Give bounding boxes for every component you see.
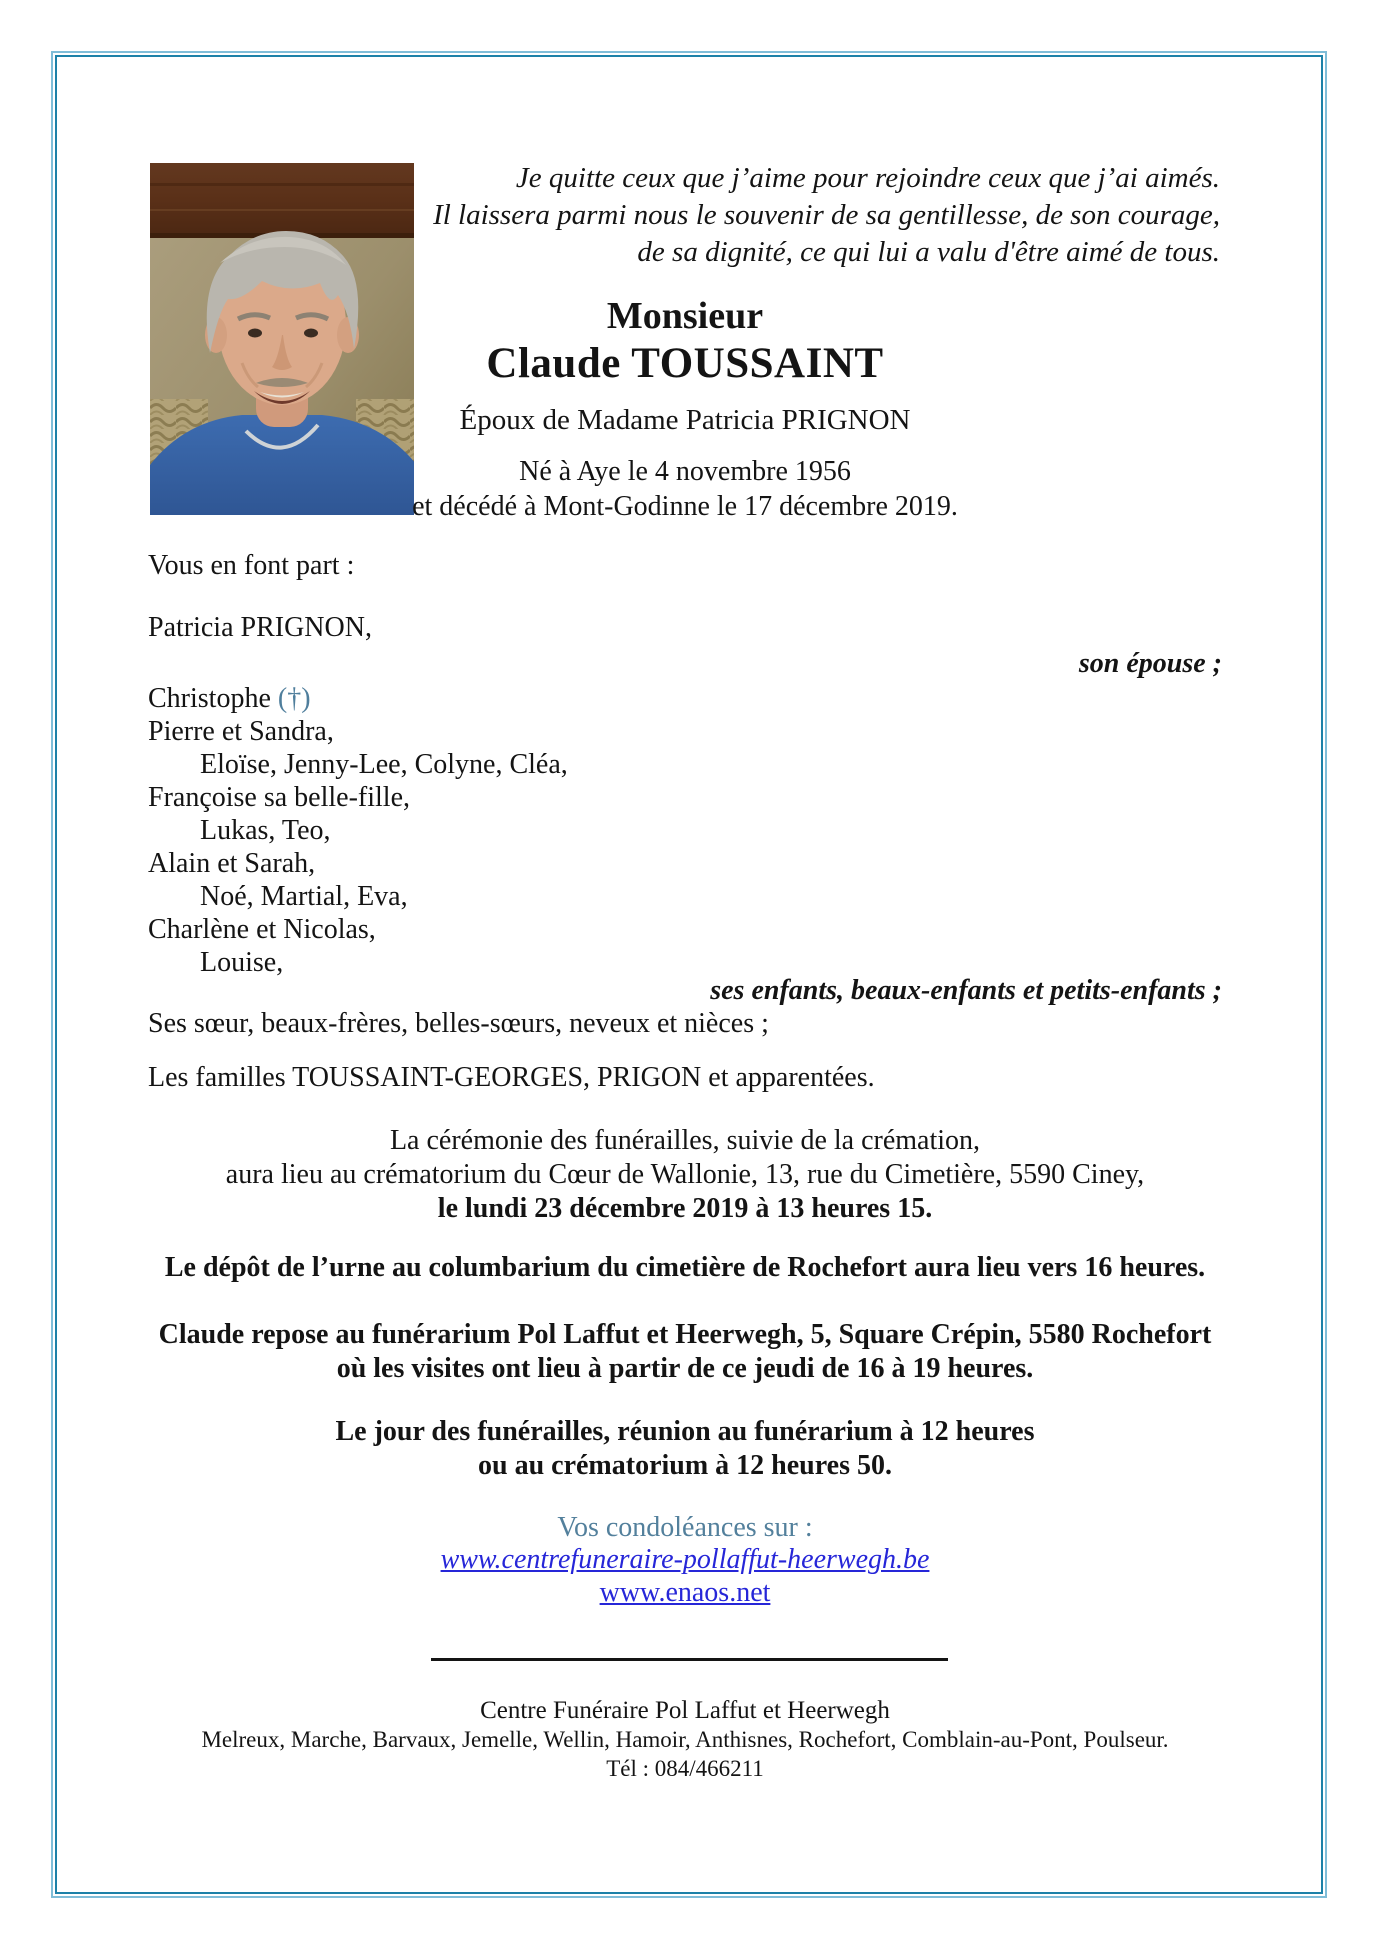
ceremony-line-2: aura lieu au crématorium du Cœur de Wallonie, 13, rue du Cimetière, 5590 Ciney,	[225, 1159, 1145, 1190]
funeral-day-line-2: ou au crématorium à 12 heures 50.	[478, 1450, 892, 1481]
condolences-label: Vos condoléances sur :	[557, 1512, 813, 1543]
funeral-day-block	[148, 1415, 1222, 1483]
spouse-role: son épouse ;	[1078, 648, 1222, 679]
memorial-quote	[300, 160, 1220, 271]
death-line: et décédé à Mont-Godinne le 17 décembre 2019.	[412, 491, 958, 522]
family-member-names: Lukas, Teo,	[200, 815, 331, 846]
spouse-name: Patricia PRIGNON,	[148, 612, 372, 643]
funeral-home-website-link[interactable]: www.centrefuneraire-pollaffut-heerwegh.be	[440, 1544, 930, 1575]
repose-line-1: Claude repose au funérarium Pol Laffut et Heerwegh, 5, Square Crépin, 5580 Rochefort	[158, 1319, 1212, 1350]
quote-line-3: de sa dignité, ce qui lui a valu d'être aimé de tous.	[637, 236, 1220, 268]
spouse-subtitle: Époux de Madame Patricia PRIGNON	[459, 404, 911, 436]
family-list	[148, 682, 1048, 979]
quote-line-1: Je quitte ceux que j’aime pour rejoindre ceux que j’ai aimés.	[515, 162, 1220, 194]
family-member-names: Eloïse, Jenny-Lee, Colyne, Cléa,	[200, 749, 568, 780]
birth-line: Né à Aye le 4 novembre 1956	[519, 456, 851, 487]
family-member-names: Pierre et Sandra,	[148, 716, 334, 747]
condolences-link1-row	[148, 1544, 1222, 1576]
family-member-names: Christophe	[148, 683, 278, 714]
family-list-item	[148, 847, 1048, 880]
family-member-names: Noé, Martial, Eva,	[200, 881, 408, 912]
ceremony-line-1: La cérémonie des funérailles, suivie de la crémation,	[389, 1125, 981, 1156]
ceremony-date-time: le lundi 23 décembre 2019 à 13 heures 15.	[437, 1193, 933, 1224]
family-member-names: Louise,	[200, 947, 284, 978]
funeral-home-name: Centre Funéraire Pol Laffut et Heerwegh	[480, 1697, 890, 1724]
family-list-item	[148, 682, 1048, 715]
repose-block	[148, 1318, 1222, 1386]
enaos-website-link[interactable]: www.enaos.net	[599, 1577, 771, 1608]
deceased-cross-mark: (†)	[277, 683, 311, 714]
family-list-item	[148, 880, 1048, 913]
deceased-name: Claude TOUSSAINT	[486, 340, 884, 387]
funeral-home-cities: Melreux, Marche, Barvaux, Jemelle, Wellin, Hamoir, Anthisnes, Rochefort, Comblain-au-Pont, Poulseur.	[201, 1727, 1169, 1752]
family-list-item	[148, 781, 1048, 814]
title-monsieur: Monsieur	[606, 295, 764, 337]
announcement-intro: Vous en font part :	[148, 550, 355, 581]
family-list-item	[148, 913, 1048, 946]
families-line: Les familles TOUSSAINT-GEORGES, PRIGON et apparentées.	[148, 1062, 875, 1093]
urn-notice: Le dépôt de l’urne au columbarium du cimetière de Rochefort aura lieu vers 16 heures.	[164, 1252, 1206, 1283]
footer-divider-line	[431, 1658, 948, 1661]
condolences-link2-row	[148, 1577, 1222, 1609]
quote-line-2: Il laissera parmi nous le souvenir de sa gentillesse, de son courage,	[433, 199, 1220, 231]
family-list-item	[148, 748, 1048, 781]
family-list-item	[148, 715, 1048, 748]
family-member-names: Françoise sa belle-fille,	[148, 782, 411, 813]
repose-line-2: où les visites ont lieu à partir de ce jeudi de 16 à 19 heures.	[336, 1353, 1034, 1384]
relatives-line: Ses sœur, beaux-frères, belles-sœurs, neveux et nièces ;	[148, 1008, 769, 1039]
family-list-item	[148, 814, 1048, 847]
funeral-home-phone: Tél : 084/466211	[606, 1756, 764, 1781]
family-member-names: Alain et Sarah,	[148, 848, 316, 879]
children-role: ses enfants, beaux-enfants et petits-enfants ;	[710, 975, 1222, 1006]
family-member-names: Charlène et Nicolas,	[148, 914, 376, 945]
funeral-day-line-1: Le jour des funérailles, réunion au funérarium à 12 heures	[335, 1416, 1035, 1447]
ceremony-block	[148, 1124, 1222, 1226]
